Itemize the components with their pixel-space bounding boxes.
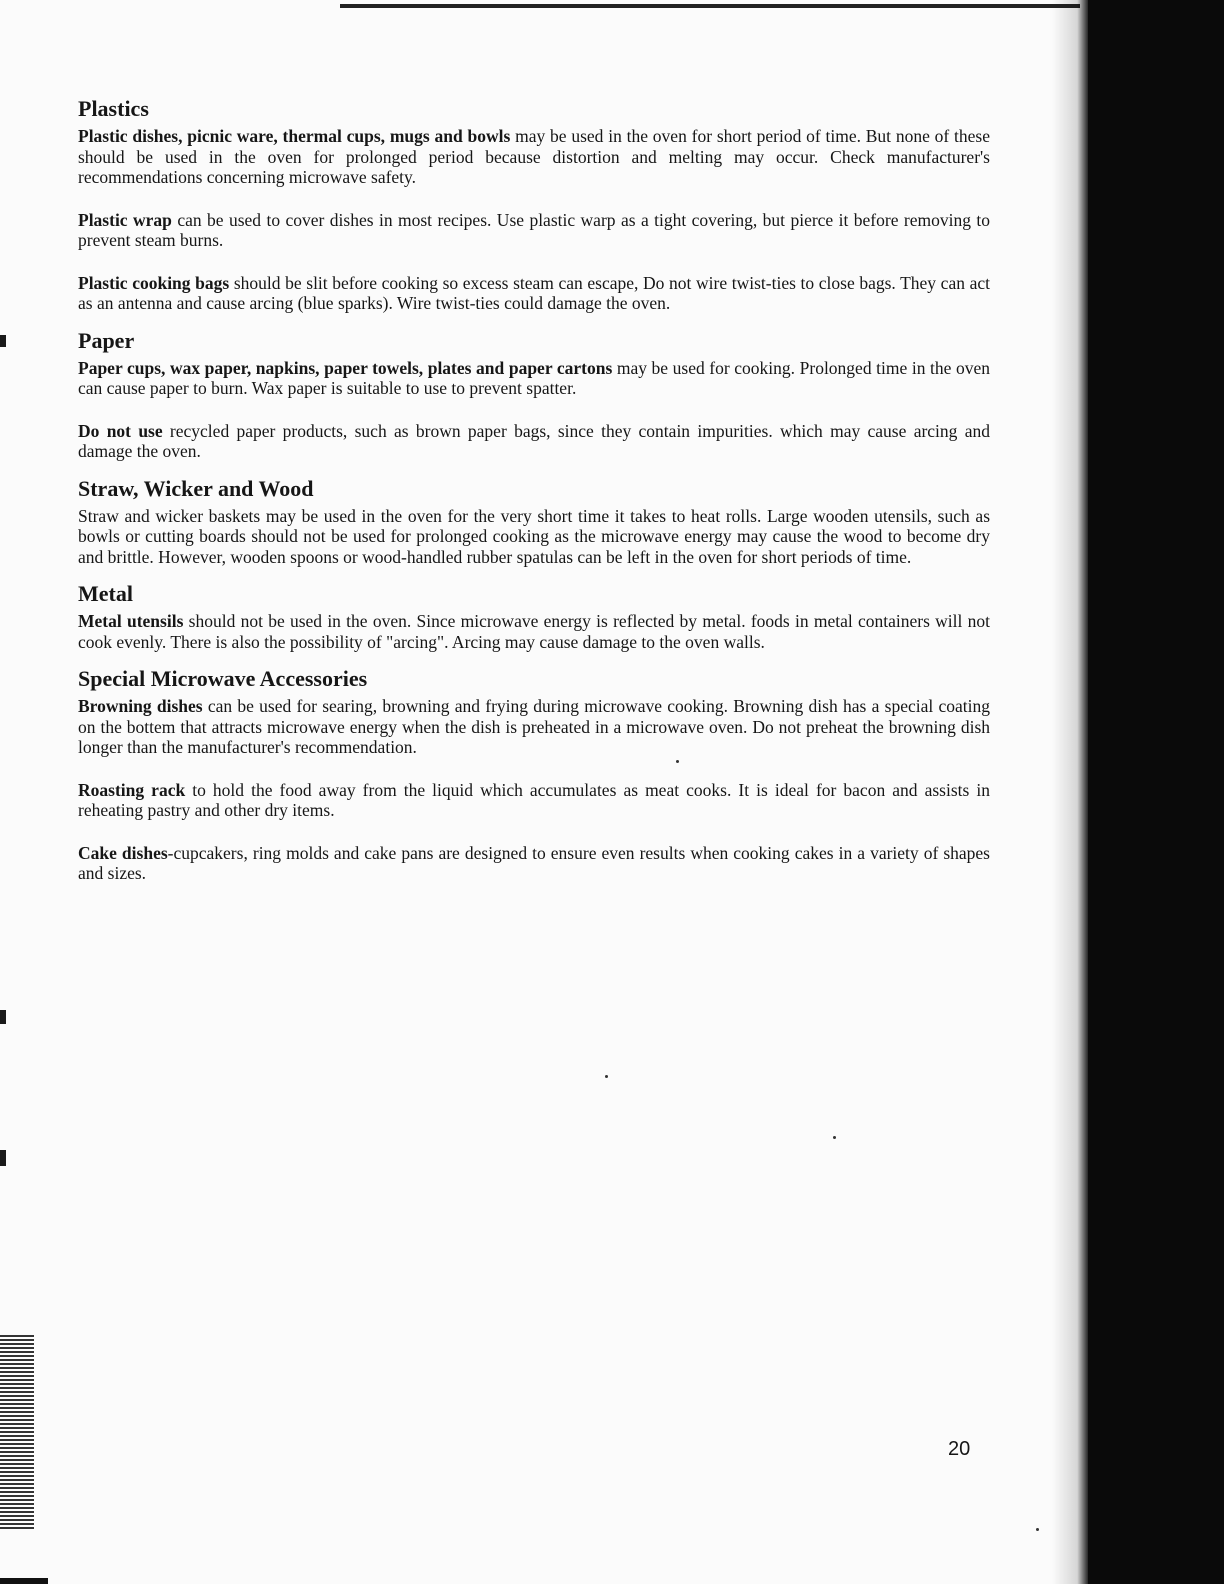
page-number: 20 (948, 1438, 971, 1460)
paragraph (78, 210, 990, 251)
paragraph-lead: Paper cups, wax paper, napkins, paper towels, plates and paper cartons (78, 357, 613, 378)
section-heading: Straw, Wicker and Wood (78, 475, 314, 501)
section-heading: Special Microwave Accessories (78, 666, 368, 691)
top-rule (340, 4, 1080, 8)
paragraph-text: to hold the food away from the liquid which accumulates as meat cooks. It is ideal for bacon and assists in reheating pastry and other dry items. (78, 779, 990, 820)
section-straw-wicker-wood (74, 476, 990, 568)
paragraph (78, 780, 990, 821)
section-metal (74, 581, 990, 652)
scan-mark (0, 335, 6, 347)
paragraph (78, 421, 990, 462)
paragraph-text: should be slit before cooking so excess steam can escape, Do not wire twist-ties to close bags. They can act as an antenna and cause arcing (blue sparks). Wire twist-ties could damage the oven. (78, 272, 990, 313)
section-plastics (74, 96, 990, 314)
section-heading: Metal (78, 581, 133, 606)
speck (605, 1075, 608, 1078)
scan-shadow-edge (1088, 0, 1224, 1584)
paragraph-lead: Plastic dishes, picnic ware, thermal cups, mugs and bowls (78, 126, 511, 146)
section-heading: Paper (78, 327, 135, 353)
scan-mark (0, 1010, 6, 1024)
speck (833, 1136, 836, 1139)
paragraph-lead: Do not use (78, 420, 163, 441)
paragraph-lead: Plastic cooking bags (78, 272, 230, 293)
paragraph (78, 273, 990, 314)
paragraph (78, 696, 990, 758)
section-heading: Plastics (78, 96, 149, 121)
scan-noise (0, 1335, 34, 1530)
scan-mark (0, 1578, 48, 1584)
paragraph-lead: Cake dishes (78, 842, 168, 863)
paragraph-text: can be used for searing, browning and frying during microwave cooking. Browning dish has a special coating on the bottem that attracts microwave energy when the dish is preheated in a microwave oven. Do not preheat the browning dish longer than the manufacturer's recommendation. (78, 696, 990, 757)
page-content (74, 96, 990, 906)
speck (1036, 1528, 1039, 1531)
section-paper (74, 328, 990, 462)
paragraph (78, 843, 990, 884)
paragraph-text: Straw and wicker baskets may be used in the oven for the very short time it takes to heat rolls. Large wooden utensils, such as bowls or cutting boards should not be used for prolonged cooking as the microwave energy may cause the wood to become dry and brittle. However, wooden spoons or wood-handled rubber spatulas can be left in the oven for short periods of time. (78, 505, 990, 567)
paragraph (78, 611, 990, 652)
paragraph (78, 506, 990, 568)
paragraph-text: may be used for cooking. Prolonged time in the oven can cause paper to burn. Wax paper is suitable to use to prevent spatter. (78, 357, 990, 398)
paragraph-text: can be used to cover dishes in most recipes. Use plastic warp as a tight covering, but pierce it before removing to prevent steam burns. (78, 209, 990, 250)
paragraph-lead: Metal utensils (78, 611, 184, 631)
paragraph-lead: Browning dishes (78, 696, 203, 716)
paragraph (78, 126, 990, 188)
paragraph-text: recycled paper products, such as brown paper bags, since they contain impurities. which may cause arcing and damage the oven. (78, 420, 990, 461)
paragraph-text: may be used in the oven for short period of time. But none of these should be used in the oven for prolonged period because distortion and melting may occur. Check manufacturer's recommendations concerning microwave safety. (78, 126, 990, 187)
paragraph-text: should not be used in the oven. Since microwave energy is reflected by metal. foods in metal containers will not cook evenly. There is also the possibility of "arcing". Arcing may cause damage to the oven walls. (78, 611, 990, 652)
scan-mark (0, 1150, 6, 1166)
section-special-accessories (74, 666, 990, 884)
paragraph-text: -cupcakers, ring molds and cake pans are designed to ensure even results when cooking cakes in a variety of shapes and sizes. (78, 842, 990, 883)
paragraph (78, 358, 990, 399)
paragraph-lead: Roasting rack (78, 779, 186, 800)
paragraph-lead: Plastic wrap (78, 209, 172, 230)
